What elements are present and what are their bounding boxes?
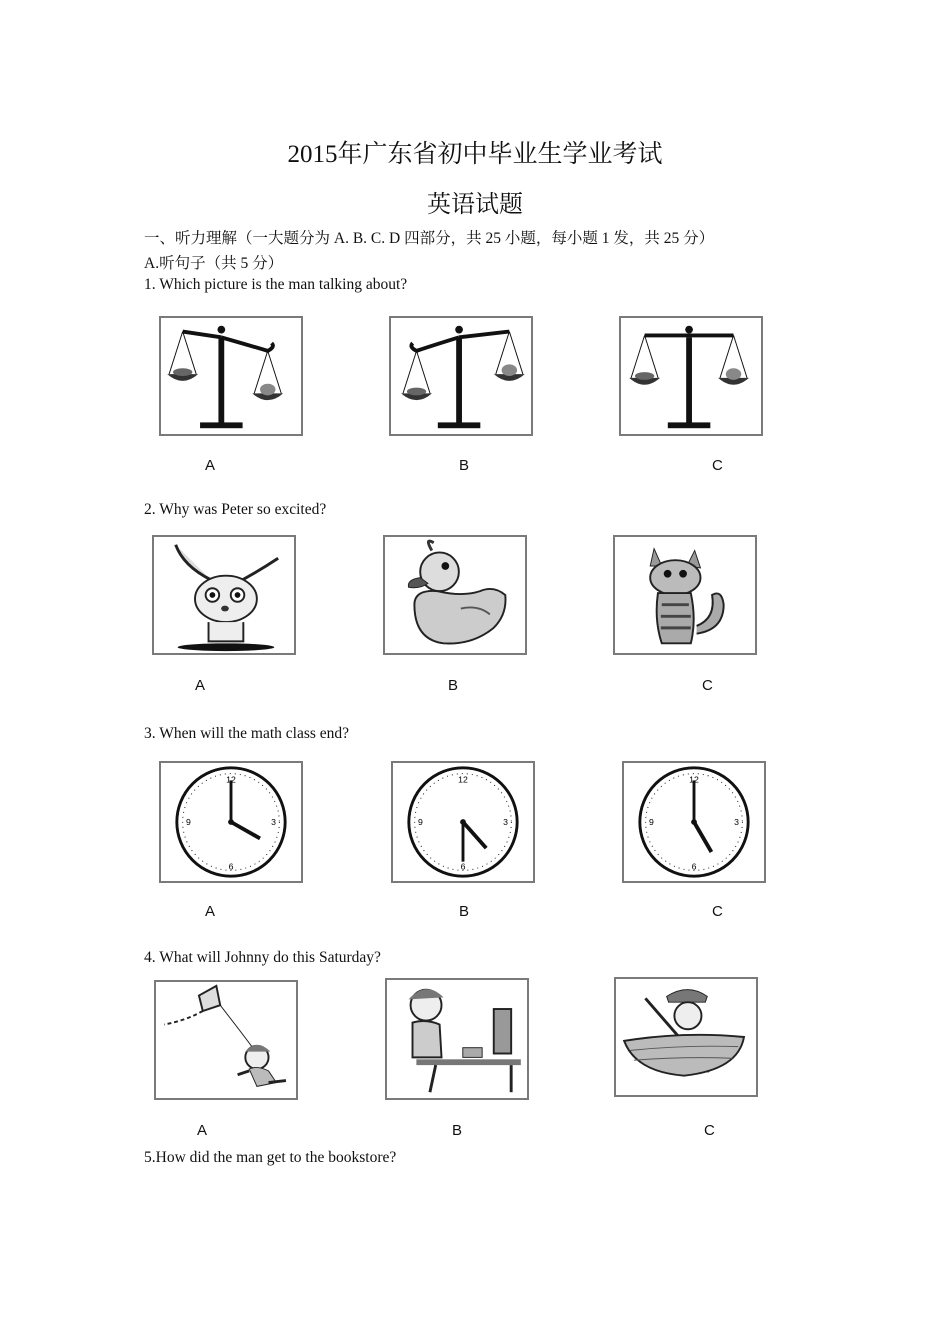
svg-text:3: 3: [503, 816, 508, 827]
option-label: C: [712, 903, 723, 920]
balance-scale-left-heavy-icon[interactable]: [159, 316, 303, 436]
question-4: 4. What will Johnny do this Saturday?: [144, 949, 381, 966]
option-label: C: [704, 1122, 715, 1139]
svg-text:3: 3: [734, 816, 739, 827]
question-2: 2. Why was Peter so excited?: [144, 501, 327, 518]
question-5: 5.How did the man get to the bookstore?: [144, 1149, 397, 1166]
svg-text:12: 12: [689, 774, 699, 785]
option-label: A: [195, 677, 206, 694]
option-label: B: [448, 677, 459, 694]
option-label: C: [702, 677, 713, 694]
svg-text:6: 6: [228, 861, 234, 872]
svg-text:6: 6: [691, 861, 697, 872]
duck-icon[interactable]: [383, 535, 527, 655]
option-label: B: [452, 1122, 463, 1139]
boy-rowing-boat-icon[interactable]: [614, 977, 758, 1097]
clock-four-thirty-icon[interactable]: [391, 761, 535, 883]
svg-text:12: 12: [226, 774, 236, 785]
svg-text:9: 9: [418, 816, 423, 827]
clock-four-oclock-icon[interactable]: [159, 761, 303, 883]
balance-scale-level-icon[interactable]: [619, 316, 763, 436]
clock-five-oclock-icon[interactable]: [622, 761, 766, 883]
boy-at-computer-icon[interactable]: [385, 978, 529, 1100]
svg-text:6: 6: [460, 861, 466, 872]
option-label: A: [205, 903, 216, 920]
svg-text:9: 9: [186, 816, 191, 827]
rabbit-icon[interactable]: [152, 535, 296, 655]
exam-subtitle: 英语试题: [427, 192, 523, 218]
exam-title: 2015年广东省初中毕业生学业考试: [287, 141, 663, 168]
svg-text:3: 3: [271, 816, 276, 827]
part-a-heading: A.听句子（共 5 分）: [144, 255, 284, 272]
svg-text:12: 12: [458, 774, 468, 785]
cat-icon[interactable]: [613, 535, 757, 655]
option-label: C: [712, 457, 723, 474]
boy-flying-kite-icon[interactable]: [154, 980, 298, 1100]
option-label: B: [459, 457, 470, 474]
question-1: 1. Which picture is the man talking about?: [144, 276, 408, 293]
question-3: 3. When will the math class end?: [144, 725, 350, 742]
balance-scale-right-heavy-icon[interactable]: [389, 316, 533, 436]
option-label: A: [205, 457, 216, 474]
option-label: B: [459, 903, 470, 920]
option-label: A: [197, 1122, 208, 1139]
section-heading: 一、听力理解（一大题分为 A. B. C. D 四部分，共 25 小题，每小题 1 发，共 25 分）: [144, 230, 715, 247]
svg-text:9: 9: [649, 816, 654, 827]
